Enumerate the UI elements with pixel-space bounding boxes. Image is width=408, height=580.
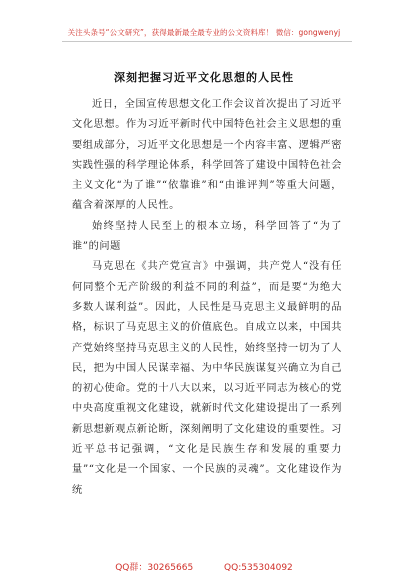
- paragraph-intro: 近日，全国宣传思想文化工作会议首次提出了习近平文化思想。作为习近平新时代中国特色社会主义思想的重要组成部分，习近平文化思想是一个内容丰富、逻辑严密实践性强的科学理论体系，科学回答了建设中国特色社会主义文化“为了谁”“依靠谁”和“由谁评判”等重大问题，蕴含着深厚的人民性。: [72, 99, 342, 212]
- footer-qq-group: QQ群：30265665: [115, 563, 194, 573]
- header-divider: [62, 41, 352, 42]
- paragraph-heading: 始终坚持人民至上的根本立场，科学回答了“为了谁”的问题: [72, 220, 342, 253]
- header-note: 关注头条号“公文研究”，获得最新最全最专业的公文资料库！ 微信：gongwenyj: [67, 28, 341, 37]
- footer-qq: QQ:535304092: [224, 563, 293, 573]
- document-title: 深刻把握习近平文化思想的人民性: [114, 71, 294, 84]
- footer: [0, 560, 408, 573]
- paragraph-main: 马克思在《共产党宣言》中强调，共产党人“没有任何同整个无产阶级的利益不同的利益”，而是要“为绝大多数人谋利益”。因此，人民性是马克思主义最鲜明的品格，标识了马克思主义的价值底色。自成立以来，中国共产党始终坚持马克思主义的人民性，始终坚持一切为了人民，把为中国人民谋幸福、为中华民族谋复兴确立为自己的初心使命。党的十八大以来，以习近平同志为核心的党中央高度重视文化建设，就新时代文化建设提出了一系列新思想新观点新论断，深刻阐明了文化建设的重要性。习近平总书记强调，“文化是民族生存和发展的重要力量”“文化是一个国家、一个民族的灵魂”。文化建设作为统: [72, 261, 342, 496]
- document-body: [72, 95, 342, 501]
